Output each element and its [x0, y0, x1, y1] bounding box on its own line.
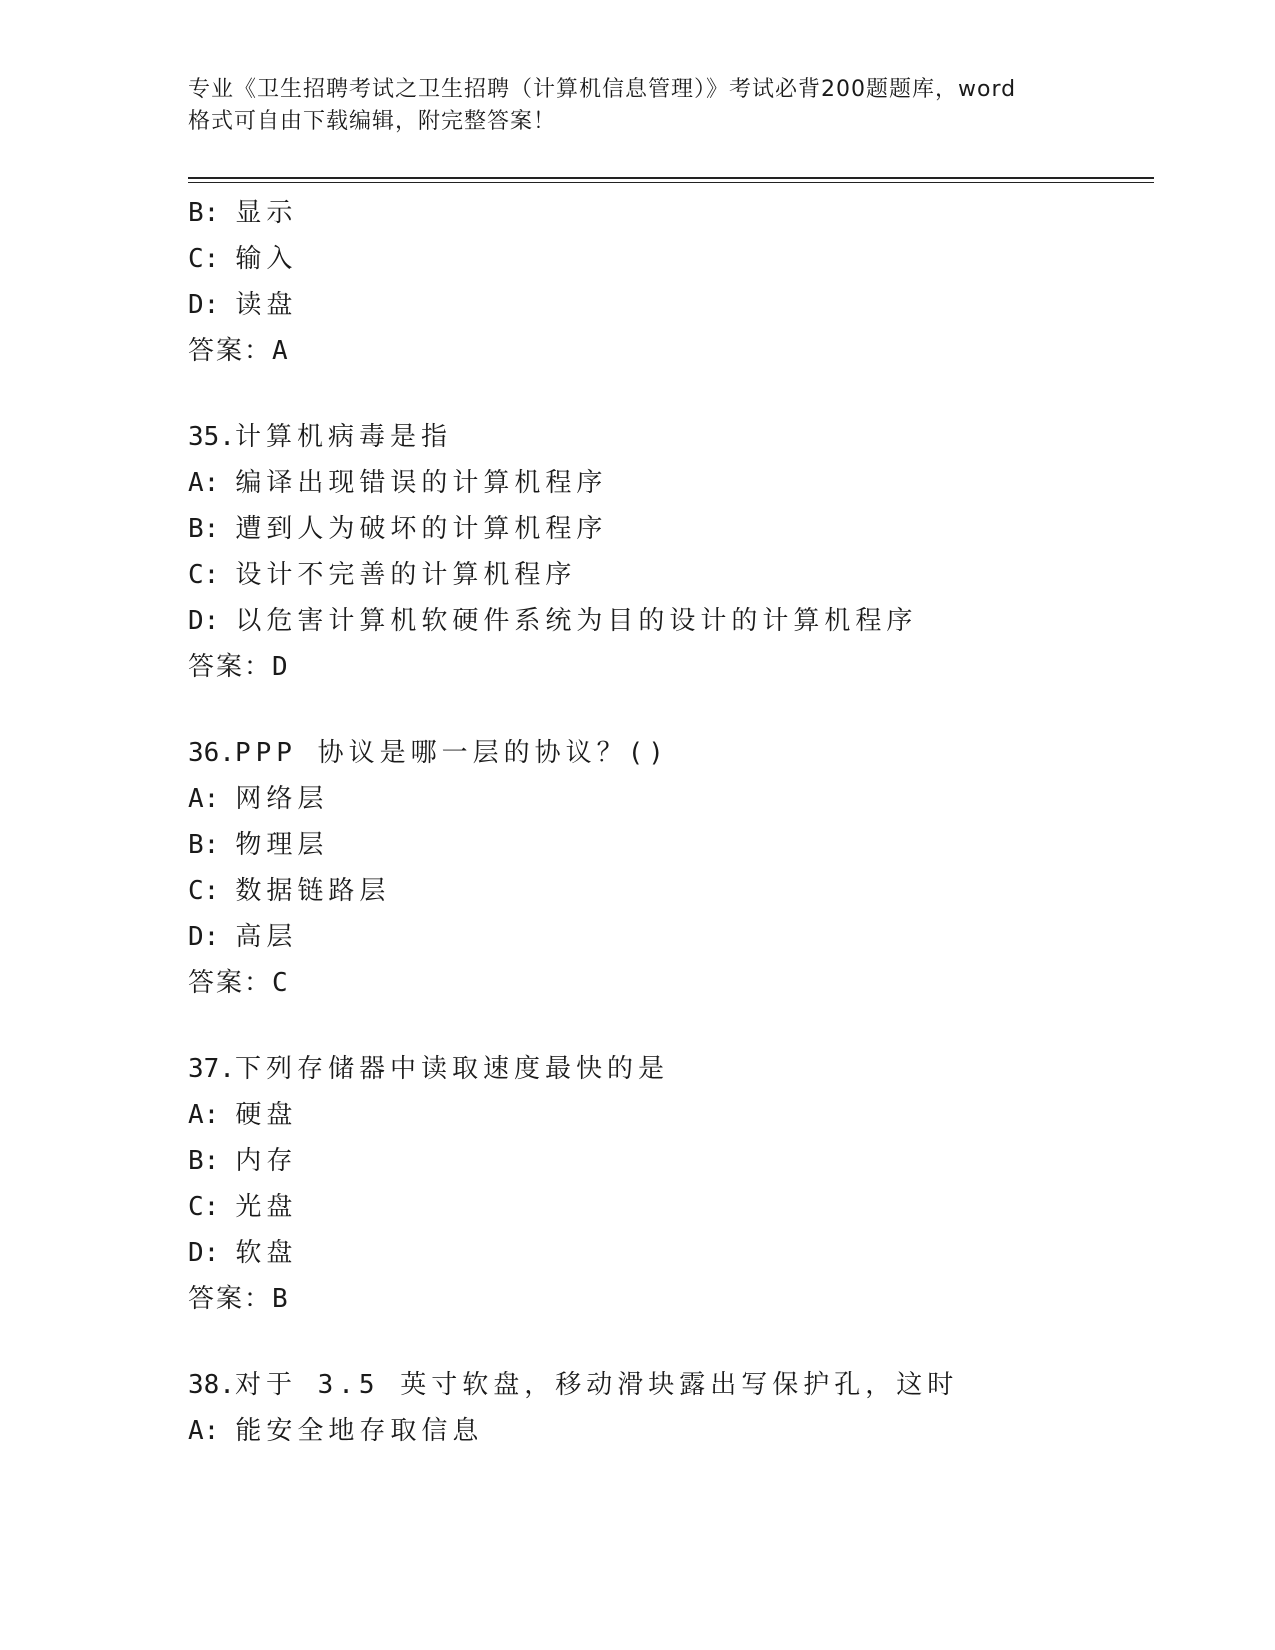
option-key: B:	[188, 830, 220, 860]
option-text: 以危害计算机软硬件系统为目的设计的计算机程序	[235, 606, 918, 636]
option-key: D:	[188, 290, 220, 320]
option-line	[188, 506, 1148, 552]
option-line	[188, 1092, 1148, 1138]
document-header	[188, 74, 1108, 138]
option-text: 编译出现错误的计算机程序	[235, 468, 608, 498]
question-list	[188, 190, 1148, 1454]
option-text: 显示	[235, 198, 298, 228]
option-line	[188, 1408, 1148, 1454]
option-key: D:	[188, 1238, 220, 1268]
option-line	[188, 914, 1148, 960]
partial-question-block	[188, 190, 1148, 374]
question-line	[188, 1046, 1148, 1092]
question-block	[188, 1362, 1148, 1454]
answer-label: 答案：	[188, 968, 273, 998]
answer-label: 答案：	[188, 652, 273, 682]
option-text: 设计不完善的计算机程序	[235, 560, 577, 590]
option-text: 读盘	[235, 290, 298, 320]
option-text: 数据链路层	[235, 876, 391, 906]
option-key: A:	[188, 468, 220, 498]
answer-line	[188, 328, 1148, 374]
option-key: A:	[188, 1100, 220, 1130]
option-line	[188, 236, 1148, 282]
option-line	[188, 868, 1148, 914]
answer-value: C	[272, 968, 288, 998]
option-line	[188, 190, 1148, 236]
question-line	[188, 730, 1148, 776]
option-text: 遭到人为破坏的计算机程序	[235, 514, 608, 544]
option-line	[188, 282, 1148, 328]
option-key: C:	[188, 1192, 220, 1222]
question-text: 计算机病毒是指	[234, 422, 452, 452]
question-text: 对于 3.5 英寸软盘，移动滑块露出写保护孔，这时	[234, 1370, 959, 1400]
question-text: 下列存储器中读取速度最快的是	[234, 1054, 669, 1084]
answer-value: D	[272, 652, 288, 682]
question-block	[188, 730, 1148, 1006]
question-block	[188, 1046, 1148, 1322]
option-key: D:	[188, 606, 220, 636]
option-key: C:	[188, 560, 220, 590]
answer-label: 答案：	[188, 1284, 273, 1314]
option-text: 内存	[235, 1146, 298, 1176]
header-line-1: 专业《卫生招聘考试之卫生招聘（计算机信息管理）》考试必背200题题库，word	[188, 77, 1017, 102]
option-line	[188, 822, 1148, 868]
option-key: B:	[188, 514, 220, 544]
option-line	[188, 1138, 1148, 1184]
option-text: 高层	[235, 922, 298, 952]
option-line	[188, 598, 1148, 644]
header-divider-thick	[188, 177, 1154, 179]
option-key: C:	[188, 876, 220, 906]
answer-value: A	[272, 336, 288, 366]
option-key: A:	[188, 784, 220, 814]
option-key: C:	[188, 244, 220, 274]
option-key: A:	[188, 1416, 220, 1446]
question-number: 36.	[188, 738, 235, 768]
question-number: 35.	[188, 422, 235, 452]
question-block	[188, 414, 1148, 690]
option-key: D:	[188, 922, 220, 952]
question-number: 38.	[188, 1370, 235, 1400]
option-line	[188, 1230, 1148, 1276]
option-line	[188, 776, 1148, 822]
question-number: 37.	[188, 1054, 235, 1084]
answer-label: 答案：	[188, 336, 273, 366]
option-line	[188, 460, 1148, 506]
answer-value: B	[272, 1284, 288, 1314]
question-text: PPP 协议是哪一层的协议？()	[234, 738, 669, 768]
option-line	[188, 552, 1148, 598]
question-line	[188, 414, 1148, 460]
option-text: 软盘	[235, 1238, 298, 1268]
option-key: B:	[188, 1146, 220, 1176]
option-text: 能安全地存取信息	[235, 1416, 484, 1446]
option-line	[188, 1184, 1148, 1230]
option-text: 输入	[235, 244, 298, 274]
question-line	[188, 1362, 1148, 1408]
answer-line	[188, 960, 1148, 1006]
header-divider-thin	[188, 182, 1154, 183]
option-text: 硬盘	[235, 1100, 298, 1130]
option-text: 光盘	[235, 1192, 298, 1222]
answer-line	[188, 1276, 1148, 1322]
option-text: 物理层	[235, 830, 329, 860]
answer-line	[188, 644, 1148, 690]
option-text: 网络层	[235, 784, 329, 814]
header-line-2: 格式可自由下载编辑，附完整答案！	[188, 109, 557, 134]
option-key: B:	[188, 198, 220, 228]
